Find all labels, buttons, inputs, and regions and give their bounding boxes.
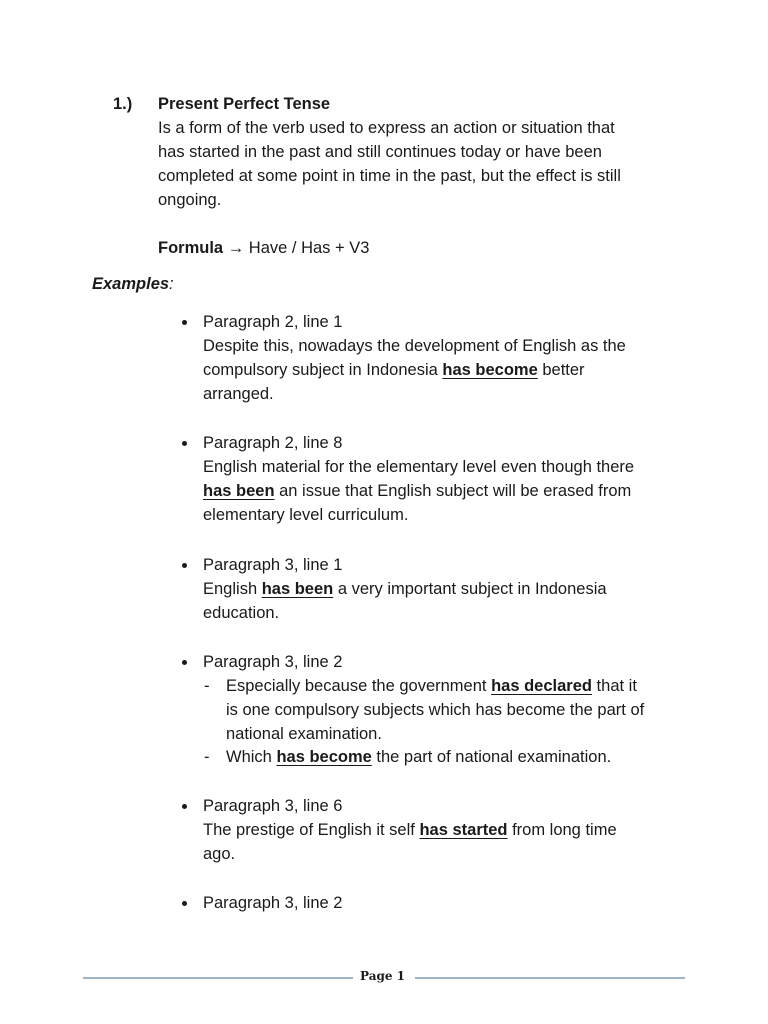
example-line: Despite this, nowadays the development of English as the	[203, 337, 626, 355]
formula-rest: / Has + V3	[287, 239, 370, 257]
dash-marker: -	[204, 748, 210, 766]
definition-line: has started in the past and still continues today or have been	[158, 143, 602, 161]
example-ref: Paragraph 3, line 6	[203, 797, 343, 815]
example-line: education.	[203, 604, 280, 622]
bullet-icon	[182, 563, 187, 568]
example-line: elementary level curriculum.	[203, 506, 409, 524]
example-line: has been an issue that English subject will be erased from	[203, 482, 632, 500]
bullet-icon	[182, 441, 187, 446]
example-ref: Paragraph 2, line 1	[203, 313, 343, 331]
highlighted-verb: has declared	[491, 677, 592, 695]
example-line: ago.	[203, 845, 236, 863]
definition-line: ongoing.	[158, 191, 222, 209]
definition-line: Is a form of the verb used to express an action or situation that	[158, 119, 615, 137]
example-line: Which has become the part of national examination.	[226, 748, 612, 766]
section-title: Present Perfect Tense	[158, 95, 331, 113]
highlighted-verb: has become	[276, 748, 372, 766]
arrow-right-icon: →	[227, 239, 245, 257]
footer-rule-left	[83, 977, 353, 979]
formula-have: Have	[248, 239, 288, 257]
bullet-icon	[182, 320, 187, 325]
example-ref: Paragraph 3, line 2	[203, 653, 343, 671]
bullet-icon	[182, 660, 187, 665]
dash-marker: -	[204, 677, 210, 695]
example-line: national examination.	[226, 725, 382, 743]
highlighted-verb: has become	[442, 361, 538, 379]
definition-line: completed at some point in time in the past, but the effect is still	[158, 167, 621, 185]
bullet-icon	[182, 901, 187, 906]
highlighted-verb: has started	[419, 821, 508, 839]
example-line: The prestige of English it self has started from long time	[203, 821, 617, 839]
example-ref: Paragraph 2, line 8	[203, 434, 343, 452]
highlighted-verb: has been	[261, 580, 334, 598]
formula-label: Formula	[158, 239, 224, 257]
highlighted-verb: has been	[203, 482, 275, 500]
section-number: 1.)	[113, 95, 133, 113]
page-number: Page 1	[360, 969, 406, 983]
formula	[158, 236, 369, 260]
example-line: is one compulsory subjects which has become the part of	[226, 701, 645, 719]
footer-rule-right	[415, 977, 685, 979]
example-line: compulsory subject in Indonesia has become better	[203, 361, 585, 379]
example-ref: Paragraph 3, line 2	[203, 894, 343, 912]
example-line: English material for the elementary level even though there	[203, 458, 635, 476]
example-line: Especially because the government has declared that it	[226, 677, 637, 695]
bullet-icon	[182, 804, 187, 809]
example-line: arranged.	[203, 385, 274, 403]
example-ref: Paragraph 3, line 1	[203, 556, 343, 574]
examples-heading: Examples:	[92, 275, 174, 293]
example-line: English has been a very important subject in Indonesia	[203, 580, 607, 598]
